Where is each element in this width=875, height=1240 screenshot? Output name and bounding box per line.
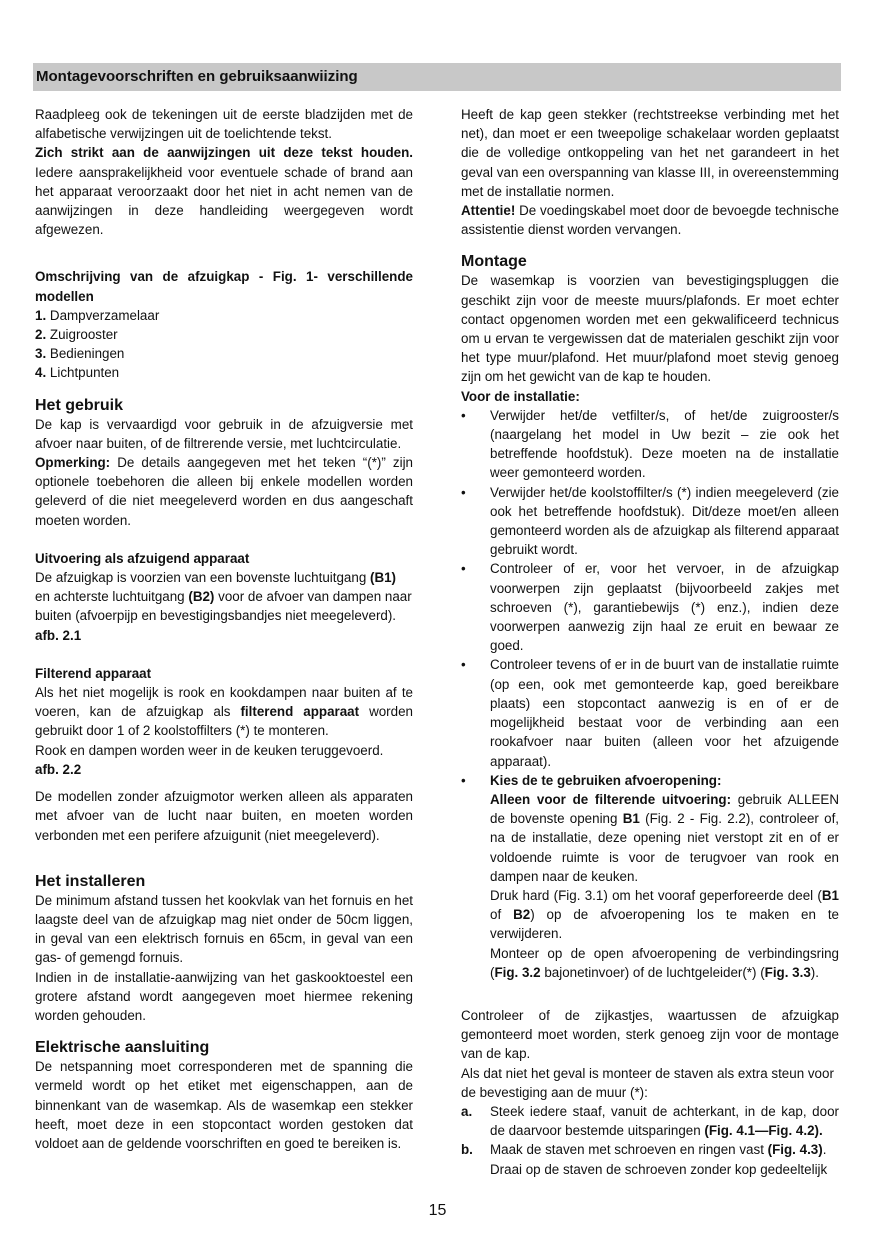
- list-item: 3. Bedieningen: [35, 346, 125, 362]
- cabinet-check-paragraph: Controleer of de zijkastjes, waartussen de afzuigkap gemonteerd moet worden, sterk genoeg zijn voor de montage van de kap.: [461, 1007, 839, 1062]
- bullet-icon: •: [461, 772, 466, 788]
- filter-paragraph-2: Rook en dampen worden weer in de keuken teruggevoerd.: [35, 742, 384, 758]
- filter-heading: Filterend apparaat: [35, 665, 152, 681]
- list-item: a. Steek iedere staaf, vanuit de achterkant, in de kap, door de daarvoor bestemde uitsparingen (Fig. 4.1—Fig. 4.2).: [461, 1103, 839, 1139]
- before-install-label: Voor de installatie:: [461, 388, 580, 404]
- electrical-paragraph: De netspanning moet corresponderen met de spanning die vermeld wordt op het etiket met eigenschappen, aan de binnenkant van de wasemkap. Als de wasemkap een stekker heeft, moet deze in een stopcontact worden gestoken dat voldoet aan de geldende voorschriften en goed te bereiken is.: [35, 1059, 413, 1151]
- usage-heading: Het gebruik: [35, 396, 124, 414]
- list-item: 4. Lichtpunten: [35, 365, 120, 381]
- list-item: • Controleer tevens of er in de buurt van de installatie ruimte (op een, ook met gemonteerde kap, goed bereikbare plaats) een stopcontact aanwezig is en of er de mogelijkheid bestaat voor de verbinding aan een rookafvoer naar buiten (alleen voor het afzuigende apparaat).: [461, 657, 839, 769]
- list-item: 2. Zuigrooster: [35, 327, 118, 343]
- note-paragraph: Opmerking: De details aangegeven met het teken “(*)” zijn optionele toebehoren die alleen bij enkele modellen worden geleverd of die niet meegeleverd worden en dus aangeschaft moeten worden.: [35, 455, 413, 528]
- install-heading: Het installeren: [35, 872, 146, 890]
- page-number: 15: [428, 1202, 447, 1219]
- warning-paragraph: Zich strikt aan de aanwijzingen uit deze tekst houden. Iedere aansprakelijkheid voor eventuele schade of brand aan het apparaat veroorzaakt door het niet in acht nemen van de aanwijzingen in deze handleiding weergegeven wordt afgewezen.: [35, 145, 413, 238]
- right-column: [461, 105, 839, 1179]
- filter-paragraph: Als het niet mogelijk is rook en kookdampen naar buiten af te voeren, kan de afzuigkap als filterend apparaat worden gebruikt door 1 of 2 koolstoffilters (*) te monteren.: [35, 685, 413, 739]
- intro-paragraph: Raadpleeg ook de tekeningen uit de eerste bladzijden met de alfabetische verwijzingen uit de toelichtende tekst.: [35, 107, 413, 142]
- attention-paragraph: Attentie! De voedingskabel moet door de bevoegde technische assistentie dienst worden vervangen.: [461, 203, 839, 238]
- list-item: b. Maak de staven met schroeven en ringen vast (Fig. 4.3). Draai op de staven de schroeven zonder kop gedeeltelijk: [461, 1142, 828, 1177]
- description-heading: Omschrijving van de afzuigkap - Fig. 1- verschillende modellen: [35, 269, 413, 304]
- section-title: Montagevoorschriften en gebruiksaanwiizing: [36, 68, 358, 85]
- list-item: • Verwijder het/de vetfilter/s, of het/de zuigrooster/s (naargelang het model in Uw bezit – zie ook het betreffende hoofdstuk). Deze moeten na de installatie weer gemonteerd worden.: [461, 407, 839, 481]
- exhaust-heading: Uitvoering als afzuigend apparaat: [35, 550, 250, 566]
- mounting-heading: Montage: [461, 253, 527, 271]
- filter-figure-ref: afb. 2.2: [35, 761, 82, 777]
- no-motor-paragraph: De modellen zonder afzuigmotor werken alleen als apparaten met afvoer van de lucht naar buiten, en moeten worden verbonden met een perifere afzuigunit (niet meegeleverd).: [35, 789, 413, 843]
- usage-paragraph: De kap is vervaardigd voor gebruik in de afzuigversie met afvoer naar buiten, of de filtrerende versie, met luchtcirculatie.: [35, 416, 413, 451]
- install-paragraph-2: Indien in de installatie-aanwijzing van het gaskooktoestel een grotere afstand wordt aangegeven moet hiermee rekening worden gehouden.: [35, 969, 413, 1023]
- rods-paragraph: Als dat niet het geval is monteer de staven als extra steun voor de bevestiging aan de muur (*):: [461, 1065, 834, 1100]
- parts-list: [35, 306, 413, 383]
- left-column: [35, 105, 413, 1153]
- install-paragraph-1: De minimum afstand tussen het kookvlak van het fornuis en het laagste deel van de afzuigkap mag niet onder de 50cm liggen, in geval van een elektrisch fornuis en 65cm, in geval van een gas- of gemengd fornuis.: [35, 892, 413, 966]
- preparation-list: [461, 406, 839, 982]
- bullet-icon: •: [461, 657, 466, 673]
- list-item: 1. Dampverzamelaar: [35, 307, 160, 323]
- section-header-bar: [33, 63, 841, 91]
- list-item: • Kies de te gebruiken afvoeropening: Alleen voor de filterende uitvoering: gebruik ALLEEN de bovenste opening B1 (Fig. 2 - Fig. 2.2), controleer of, na de installatie, deze opening niet verstopt zit en of er voldoende ruimte is voor de terugvoer van rook en dampen naar de keuken. Druk hard (Fig. 3.1) om het vooraf geperforeerde deel (B1 of B2) op de afvoeropening los te maken en te verwijderen. Monteer op de open afvoeropening de verbindingsring (Fig. 3.2 bajonetinvoer) of de luchtgeleider(*) (Fig. 3.3).: [461, 772, 840, 980]
- list-item: • Verwijder het/de koolstoffilter/s (*) indien meegeleverd (zie ook het betreffende hoofdstuk). Dit/deze moet/en alleen gemonteerd worden als de afzuigkap als filterend apparaat gebruikt wordt.: [461, 484, 839, 558]
- bullet-icon: •: [461, 407, 466, 423]
- mounting-paragraph: De wasemkap is voorzien van bevestigingspluggen die geschikt zijn voor de meeste muurs/plafonds. Er moet echter contact opgenomen worden met een gekwalificeerd technicus om u ervan te vergewissen dat de materialen geschikt zijn voor het type muur/plafond. Het muur/plafond moet stevig genoeg zijn om het gewicht van de kap te houden.: [461, 273, 839, 385]
- bullet-icon: •: [461, 484, 466, 500]
- rods-steps-list: [461, 1102, 839, 1179]
- list-item: • Controleer of er, voor het vervoer, in de afzuigkap voorwerpen zijn geplaatst (bijvoorbeeld zakjes met schroeven (*), garantiebewijs (*) enz.), indien deze voorwerpen aanwezig zijn haal ze eruit en bewaar ze goed.: [461, 561, 839, 654]
- exhaust-paragraph: De afzuigkap is voorzien van een bovenste luchtuitgang (B1) en achterste luchtuitgang (B2) voor de afvoer van dampen naar buiten (afvoerpijp en bevestigingsbandjes niet meegeleverd). afb. 2.1: [35, 570, 412, 643]
- bullet-icon: •: [461, 561, 466, 577]
- electrical-heading: Elektrische aansluiting: [35, 1039, 210, 1057]
- electrical-continued-paragraph: Heeft de kap geen stekker (rechtstreekse verbinding met het net), dan moet er een tweepolige schakelaar worden geplaatst die de volledige ontkoppeling van het net garandeert in het geval van een overspanning van klasse III, in overeenstemming met de installatie normen.: [461, 107, 839, 199]
